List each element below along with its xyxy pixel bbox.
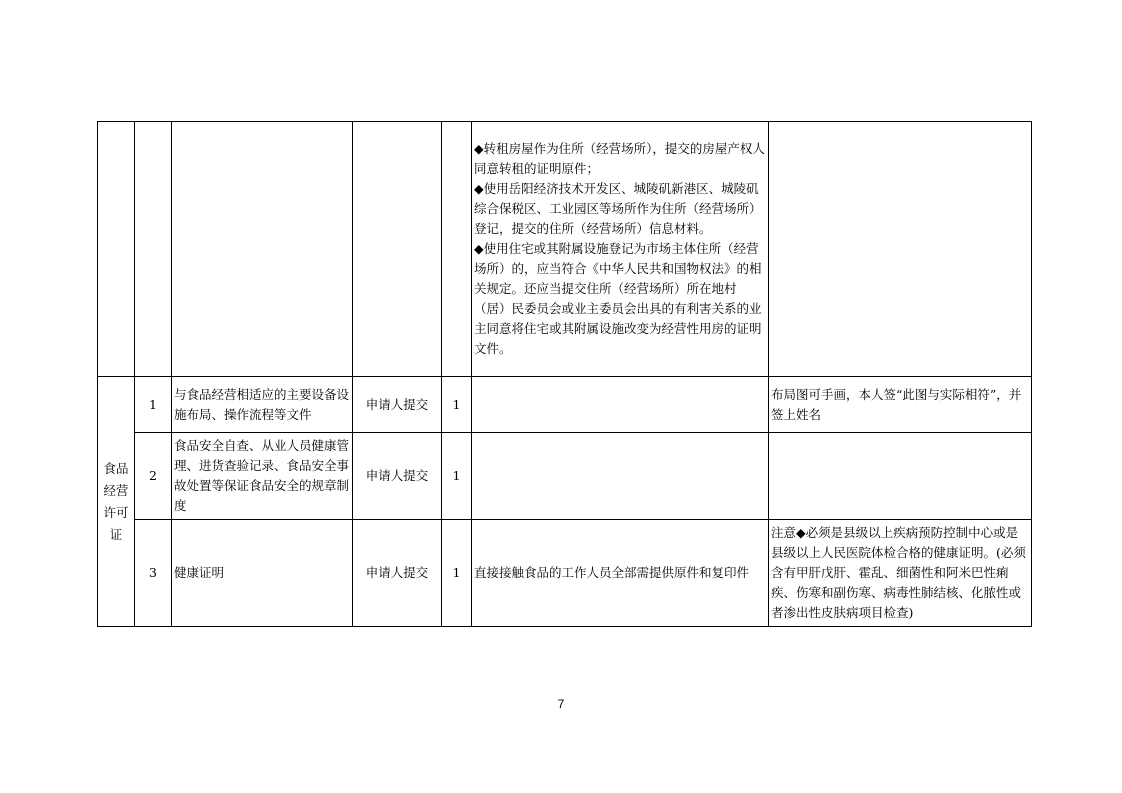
requirement-cell-continued (472, 122, 769, 377)
row-number: 2 (135, 433, 172, 520)
requirement-sublet: ◆转租房屋作为住所（经营场所），提交的房屋产权人同意转租的证明原件； (474, 141, 765, 176)
row-number: 1 (135, 377, 172, 433)
copies-cell: 1 (442, 377, 472, 433)
table-row-continued (98, 122, 1032, 377)
requirement-cell: 直接接触食品的工作人员全部需提供原件和复印件 (472, 520, 769, 627)
row-number: 3 (135, 520, 172, 627)
material-name: 与食品经营相适应的主要设备设施布局、操作流程等文件 (172, 377, 353, 433)
note-cell (769, 433, 1032, 520)
copies-cell: 1 (442, 520, 472, 627)
source-cell: 申请人提交 (353, 377, 442, 433)
note-cell: 注意◆必须是县级以上疾病预防控制中心或是县级以上人民医院体检合格的健康证明。(必须含有甲肝戊肝、霍乱、细菌性和阿米巴性痢疾、伤寒和副伤寒、病毒性肺结核、化脓性或者渗出性皮肤病项目检查) (769, 520, 1032, 627)
table-row (98, 377, 1032, 433)
requirement-cell (472, 377, 769, 433)
requirement-dev-zone: ◆使用岳阳经济技术开发区、城陵矶新港区、城陵矶综合保税区、工业园区等场所作为住所（经营场所）登记，提交的住所（经营场所）信息材料。 (474, 181, 762, 236)
requirement-residential: ◆使用住宅或其附属设施登记为市场主体住所（经营场所）的，应当符合《中华人民共和国物权法》的相关规定。还应当提交住所（经营场所）所在地村（居）民委员会或业主委员会出具的有利害关系的业主同意将住宅或其附属设施改变为经营性用房的证明文件。 (474, 241, 762, 356)
material-cell-continued (172, 122, 353, 377)
category-cell: 食品经营许可证 (98, 377, 135, 627)
material-name: 健康证明 (172, 520, 353, 627)
material-name: 食品安全自查、从业人员健康管理、进货查验记录、食品安全事故处置等保证食品安全的规章制度 (172, 433, 353, 520)
note-cell: 布局图可手画，本人签“此图与实际相符”，并签上姓名 (769, 377, 1032, 433)
category-cell-continued (98, 122, 135, 377)
table-row (98, 433, 1032, 520)
copies-cell-continued (442, 122, 472, 377)
materials-table (97, 121, 1032, 627)
requirement-cell (472, 433, 769, 520)
source-cell: 申请人提交 (353, 520, 442, 627)
copies-cell: 1 (442, 433, 472, 520)
num-cell-continued (135, 122, 172, 377)
page-number: 7 (557, 697, 565, 711)
source-cell: 申请人提交 (353, 433, 442, 520)
note-cell-continued (769, 122, 1032, 377)
table-row (98, 520, 1032, 627)
source-cell-continued (353, 122, 442, 377)
